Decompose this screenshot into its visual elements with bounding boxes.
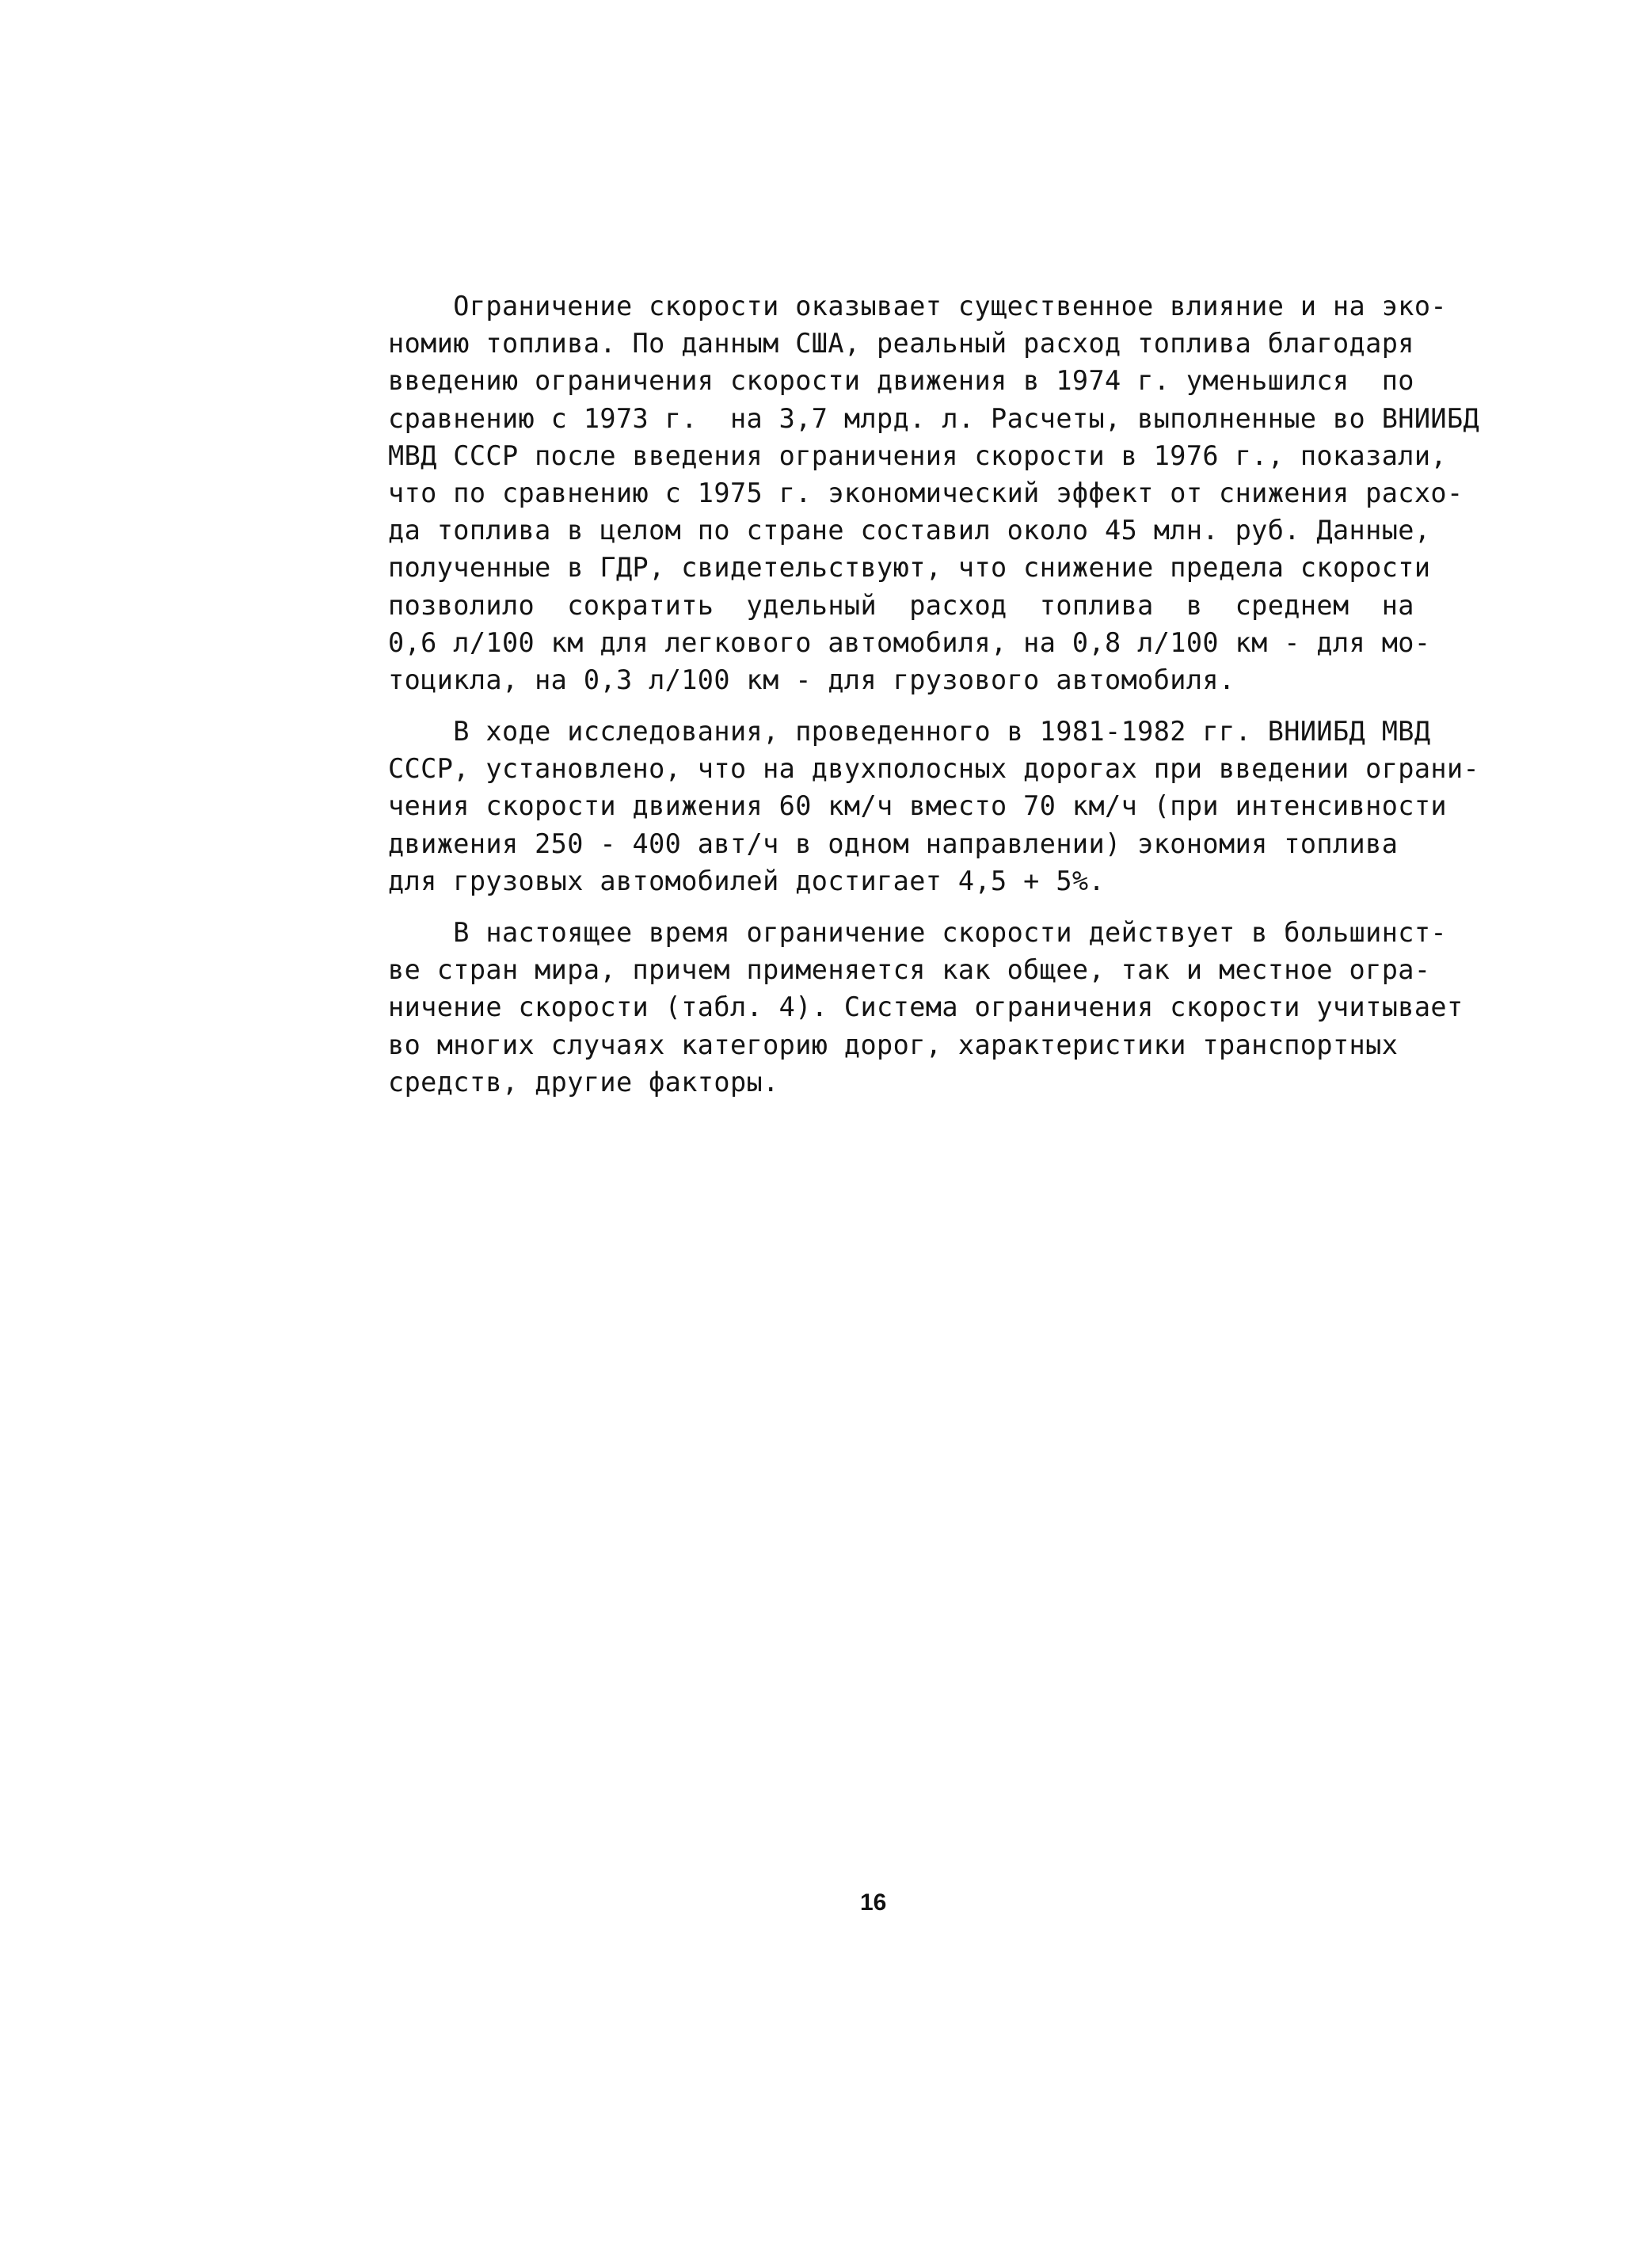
text-line: движения 250 - 400 авт/ч в одном направлении) экономия топлива [388,828,1399,859]
text-line: ве стран мира, причем применяется как общее, так и местное огра- [388,954,1431,986]
text-line: В настоящее время ограничение скорости действует в большинст- [388,917,1447,948]
text-line: что по сравнению с 1975 г. экономический эффект от снижения расхо- [388,477,1464,508]
text-line: чения скорости движения 60 км/ч вместо 70 км/ч (при интенсивности [388,790,1447,822]
text-line: СССР, установлено, что на двухполосных дорогах при введении ограни- [388,753,1480,785]
text-line: В ходе исследования, проведенного в 1981-1982 гг. ВНИИБД МВД [388,716,1431,748]
page-number: 16 [860,1889,887,1916]
body-text [388,287,1480,1115]
text-line: во многих случаях категорию дорог, характеристики транспортных [388,1029,1399,1060]
text-line: да топлива в целом по стране составил около 45 млн. руб. Данные, [388,515,1431,546]
text-line: номию топлива. По данным США, реальный расход топлива благодаря [388,328,1414,360]
text-line: ничение скорости (табл. 4). Система ограничения скорости учитывает [388,991,1464,1023]
text-line: для грузовых автомобилей достигает 4,5 + 5%. [388,865,1106,896]
text-line: МВД СССР после введения ограничения скорости в 1976 г., показали, [388,439,1447,471]
paragraph-current-practice [388,914,1464,1101]
paragraph-research-results [388,713,1480,900]
paragraph-fuel-economy [388,287,1480,698]
text-line: 0,6 л/100 км для легкового автомобиля, на 0,8 л/100 км - для мо- [388,626,1431,658]
text-line: полученные в ГДР, свидетельствуют, что снижение предела скорости [388,552,1431,584]
text-line: введению ограничения скорости движения в 1974 г. уменьшился по [388,365,1414,397]
text-line: сравнению с 1973 г. на 3,7 млрд. л. Расчеты, выполненные во ВНИИБД [388,402,1480,434]
text-line: тоцикла, на 0,3 л/100 км - для грузового автомобиля. [388,664,1235,695]
text-line: позволило сократить удельный расход топлива в среднем на [388,589,1414,621]
text-line: Ограничение скорости оказывает существенное влияние и на эко- [388,291,1447,322]
text-line: средств, другие факторы. [388,1066,779,1098]
